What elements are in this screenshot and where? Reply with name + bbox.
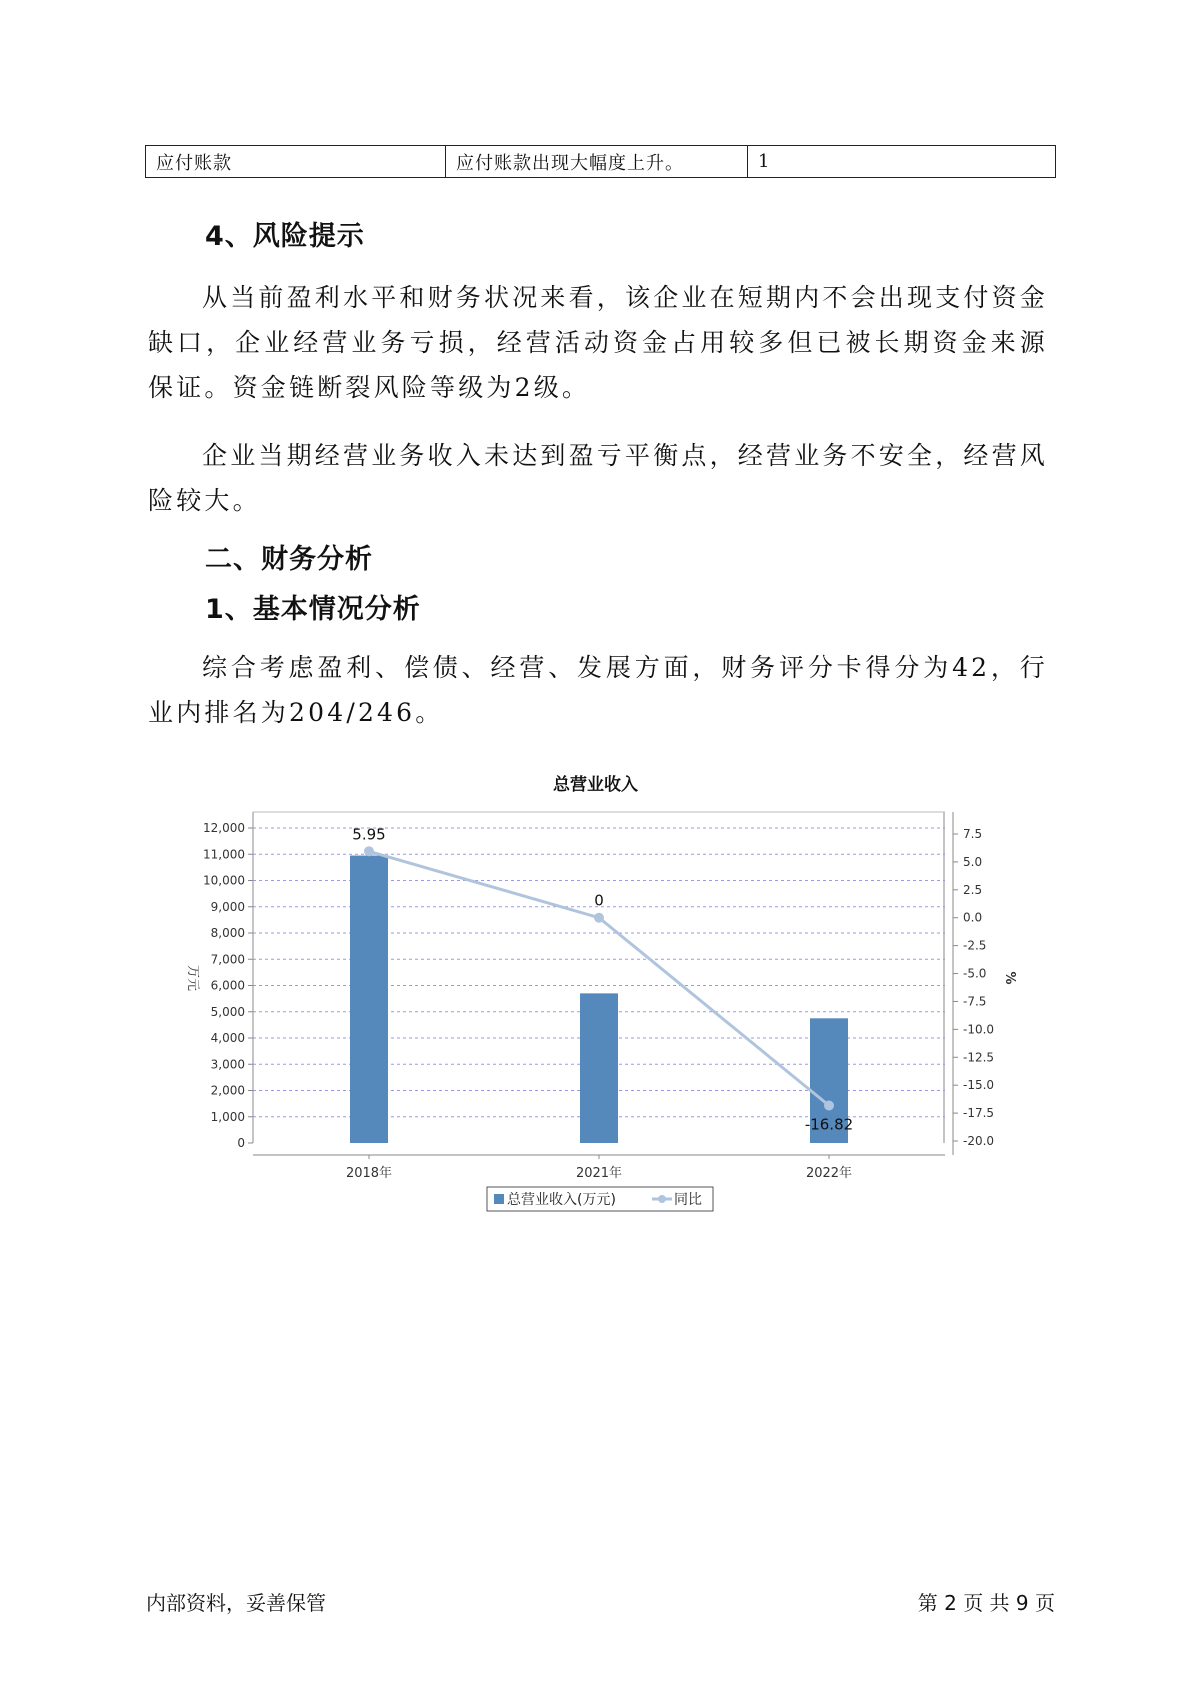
y2-axis-label: % bbox=[1002, 971, 1017, 985]
y2-tick-label: -7.5 bbox=[963, 994, 987, 1009]
y-tick-label: 5,000 bbox=[210, 1004, 245, 1019]
legend-line-marker bbox=[658, 1195, 666, 1203]
y-tick-label: 6,000 bbox=[210, 978, 245, 993]
y2-tick-label: -2.5 bbox=[963, 938, 987, 953]
data-label: 0 bbox=[594, 891, 604, 910]
y2-tick-label: 0.0 bbox=[963, 910, 983, 925]
basic-paragraph: 综合考虑盈利、偿债、经营、发展方面，财务评分卡得分为42，行业内排名为204/246。 bbox=[148, 653, 1048, 727]
revenue-chart bbox=[0, 800, 1191, 1220]
legend-bar-swatch bbox=[494, 1194, 504, 1204]
y-tick-label: 3,000 bbox=[210, 1057, 245, 1072]
y2-tick-label: 7.5 bbox=[963, 827, 983, 841]
legend-line-label: 同比 bbox=[674, 1192, 702, 1208]
chart-legend bbox=[487, 1187, 713, 1211]
y-tick-label: 1,000 bbox=[210, 1109, 245, 1124]
basic-heading: 1、基本情况分析 bbox=[205, 594, 421, 625]
y2-tick-label: 5.0 bbox=[963, 854, 983, 869]
y-tick-label: 2,000 bbox=[210, 1083, 245, 1098]
page-number: 第 2 页 共 9 页 bbox=[917, 1591, 1055, 1615]
table-cell-item: 应付账款 bbox=[146, 146, 446, 178]
risk-paragraph-2: 企业当期经营业务收入未达到盈亏平衡点，经营业务不安全，经营风险较大。 bbox=[148, 441, 1049, 515]
table-row bbox=[146, 146, 1056, 178]
data-label: 5.95 bbox=[352, 825, 386, 844]
y-tick-label: 7,000 bbox=[210, 952, 245, 967]
y2-tick-label: -10.0 bbox=[963, 1022, 995, 1037]
x-tick-label: 2021年 bbox=[575, 1166, 623, 1181]
y2-tick-label: -20.0 bbox=[963, 1134, 995, 1148]
yoy-point bbox=[364, 846, 374, 856]
data-label: -16.82 bbox=[804, 1115, 854, 1134]
y2-tick-label: 2.5 bbox=[963, 882, 983, 897]
x-tick-label: 2018年 bbox=[345, 1166, 393, 1181]
x-tick-label: 2022年 bbox=[805, 1166, 853, 1181]
y-tick-label: 8,000 bbox=[210, 926, 245, 940]
risk-table bbox=[145, 145, 1056, 178]
y2-tick-label: -5.0 bbox=[963, 966, 987, 981]
y2-tick-label: -15.0 bbox=[963, 1078, 995, 1093]
risk-heading: 4、风险提示 bbox=[205, 221, 365, 252]
table-cell-description: 应付账款出现大幅度上升。 bbox=[446, 146, 748, 178]
y-axis-label: 万元 bbox=[185, 964, 200, 992]
bar bbox=[350, 856, 388, 1143]
chart-title: 总营业收入 bbox=[553, 775, 638, 795]
y-tick-label: 0 bbox=[237, 1136, 245, 1150]
footer-confidential: 内部资料，妥善保管 bbox=[146, 1591, 326, 1615]
y-tick-label: 10,000 bbox=[203, 873, 245, 888]
table-cell-value: 1 bbox=[748, 146, 1056, 178]
y-tick-label: 11,000 bbox=[203, 847, 245, 862]
y-tick-label: 9,000 bbox=[210, 899, 245, 914]
y2-tick-label: -17.5 bbox=[963, 1106, 995, 1121]
finance-heading: 二、财务分析 bbox=[205, 544, 373, 575]
yoy-point bbox=[824, 1100, 834, 1110]
y-tick-label: 4,000 bbox=[210, 1031, 245, 1045]
legend-bar-label: 总营业收入(万元) bbox=[507, 1192, 616, 1208]
y2-tick-label: -12.5 bbox=[963, 1050, 995, 1065]
y-tick-label: 12,000 bbox=[203, 821, 245, 835]
bar bbox=[580, 993, 618, 1143]
yoy-point bbox=[594, 913, 604, 923]
risk-paragraph-1: 从当前盈利水平和财务状况来看，该企业在短期内不会出现支付资金缺口，企业经营业务亏损，经营活动资金占用较多但已被长期资金来源保证。资金链断裂风险等级为2级。 bbox=[148, 283, 1049, 402]
